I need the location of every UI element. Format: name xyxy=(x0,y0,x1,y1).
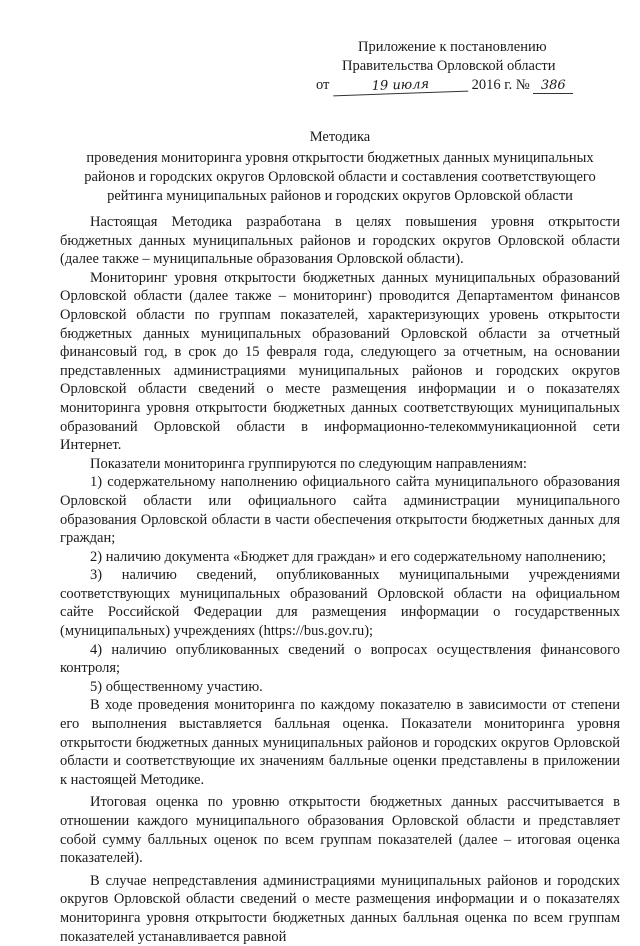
list-item: 1) содержательному наполнению официального сайта муниципального образования Орловской области или официального сайта администрации муниципального образования Орловской области в части обеспечения открытости бюджетных данных для граждан; xyxy=(60,474,620,547)
header-line-1: Приложение к постановлению xyxy=(358,39,547,55)
header-from-label: от xyxy=(316,77,330,93)
title-line-2: районов и городских округов Орловской области и составления соответствующего xyxy=(84,169,596,185)
list-item: 4) наличию опубликованных сведений о вопросах осуществления финансового контроля; xyxy=(60,641,620,677)
paragraph: В ходе проведения мониторинга по каждому показателю в зависимости от степени его выполнения выставляется балльная оценка. Показатели мониторинга уровня открытости бюджетных данных муниципальных районов и городских округов Орловской области и соответствующие их значениям балльные оценки представлены в приложении к настоящей Методике. xyxy=(60,697,620,788)
title-line-1: проведения мониторинга уровня открытости бюджетных данных муниципальных xyxy=(86,150,594,166)
list-item: 2) наличию документа «Бюджет для граждан» и его содержательному наполнению; xyxy=(90,548,607,565)
document-title xyxy=(60,128,620,206)
appendix-header xyxy=(300,38,600,95)
title-line-3: рейтинга муниципальных районов и городских округов Орловской области xyxy=(107,188,573,204)
paragraph: Итоговая оценка по уровню открытости бюджетных данных рассчитывается в отношении каждого муниципального образования Орловской области и представляет собой сумму балльных оценок по всем группам показателей (далее – итоговая оценка показателей). xyxy=(60,794,620,867)
handwritten-date: 19 июля xyxy=(333,77,468,97)
list-item: 5) общественному участию. xyxy=(90,678,263,695)
paragraph: Показатели мониторинга группируются по следующим направлениям: xyxy=(90,455,527,472)
header-line-3 xyxy=(300,76,600,95)
paragraph: Мониторинг уровня открытости бюджетных данных муниципальных образований Орловской области (далее также – мониторинг) проводится Департаментом финансов Орловской области по группам показателей, характеризующих уровень открытости бюджетных данных муниципальных образований Орловской области за отчетный финансовый год, в срок до 15 февраля года, следующего за отчетным, на основании представленных администрациями муниципальных районов и городских округов Орловской области сведений о месте размещения информации и о показателях мониторинга уровня открытости бюджетных данных соответствующих муниципальных образований Орловской области в информационно-телекоммуникационной сети Интернет. xyxy=(60,269,620,454)
list-item: 3) наличию сведений, опубликованных муниципальными учреждениями соответствующих муниципальных образований Орловской области на официальном сайте Российской Федерации для размещения информации о государственных (муниципальных) учреждениях (https://bus.gov.ru); xyxy=(60,567,620,640)
paragraph: Настоящая Методика разработана в целях повышения уровня открытости бюджетных данных муниципальных районов и городских округов Орловской области (далее также – муниципальные образования Орловской области). xyxy=(60,214,620,268)
title-word: Методика xyxy=(309,129,371,145)
header-year: 2016 г. № xyxy=(471,77,530,93)
paragraph: В случае непредставления администрациями муниципальных районов и городских округов Орловской области сведений о месте размещения информации и о показателях мониторинга уровня открытости бюджетных данных балльная оценка по всем группам показателей устанавливается равной xyxy=(60,872,620,945)
handwritten-number: 386 xyxy=(533,79,573,94)
document-body xyxy=(60,213,620,946)
header-line-2: Правительства Орловской области xyxy=(342,58,556,74)
